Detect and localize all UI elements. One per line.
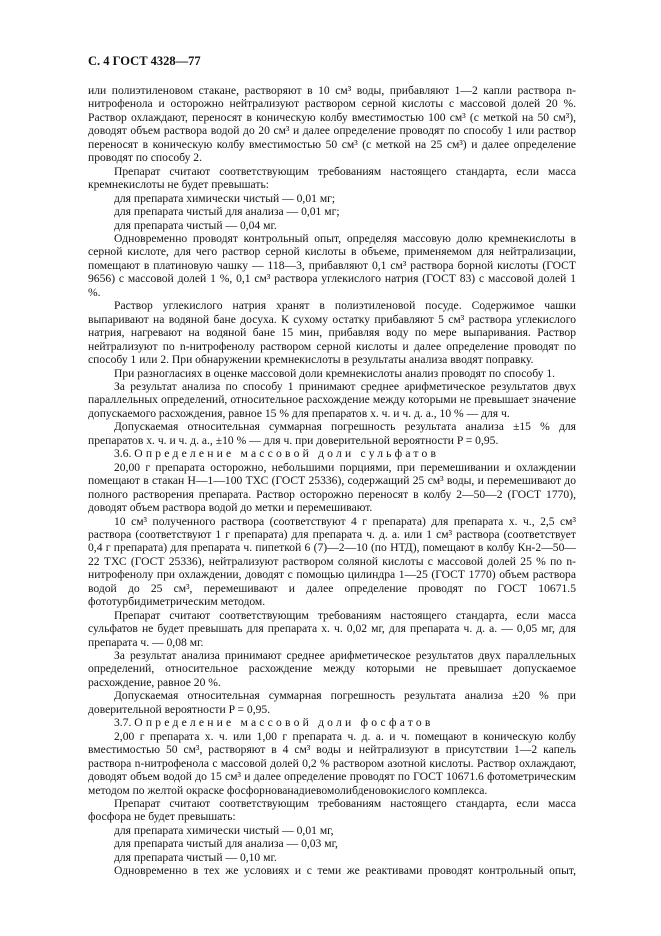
paragraph: Препарат считают соответствующим требованиям настоящего стандарта, если масса фосфора не будет превышать: (88, 797, 576, 824)
list-item: для препарата химически чистый — 0,01 мг; (114, 191, 336, 205)
document-body (88, 84, 576, 878)
section-title: Определение массовой доли сульфатов (134, 447, 440, 461)
paragraph: За результат анализа принимают среднее арифметическое результатов двух параллельных определений, относительное расхождение между которыми не превышает допускаемое расхождение, равное 20 %. (88, 649, 576, 689)
section-heading (88, 447, 576, 460)
paragraph: или полиэтиленовом стакане, растворяют в 10 см³ воды, прибавляют 1—2 капли раствора n-нитрофенола и осторожно нейтрализуют раствором серной кислоты с массовой долей 20 %. Раствор охлаждают, переносят в коническую колбу вместимостью 100 см³ (с меткой на 50 см³), доводят объем раствора водой до 20 см³ и далее определение проводят по способу 1 или раствор переносят в коническую колбу вместимостью 50 см³ (с меткой на 25 см³) и далее определение проводят по способу 2. (88, 84, 576, 165)
paragraph: Раствор углекислого натрия хранят в полиэтиленовой посуде. Содержимое чашки выпаривают на водяной бане досуха. К сухому остатку прибавляют 5 см³ раствора углекислого натрия, нагревают на водяной бане 15 мин, прибавляя воду по мере выпаривания. Раствор нейтрализуют по n-нитрофенолу раствором серной кислоты и далее определение проводят по способу 1 или 2. При обнаружении кремнекислоты в результаты анализа вводят поправку. (88, 299, 576, 367)
paragraph: Допускаемая относительная суммарная погрешность результата анализа ±15 % для препаратов х. ч. и ч. д. а., ±10 % — для ч. при доверительной вероятности P = 0,95. (88, 420, 576, 447)
list-item: для препарата химически чистый — 0,01 мг, (114, 823, 334, 837)
section-number: 3.7. (114, 716, 132, 730)
paragraph: Допускаемая относительная суммарная погрешность результата анализа ±20 % при доверительной вероятности P = 0,95. (88, 689, 576, 716)
page-header: С. 4 ГОСТ 4328—77 (88, 54, 201, 68)
section-number: 3.6. (114, 447, 132, 461)
section-heading (88, 716, 576, 729)
list-item: для препарата чистый — 0,10 мг. (114, 850, 277, 864)
paragraph: За результат анализа по способу 1 принимают среднее арифметическое результатов двух параллельных определений, относительное расхождение между которыми не превышает значение допускаемого расхождения, равное 15 % для препаратов х. ч. и ч. д. а., 10 % — для ч. (88, 379, 576, 420)
paragraph: 20,00 г препарата осторожно, небольшими порциями, при перемешивании и охлаждении помещают в стакан Н—1—100 ТХС (ГОСТ 25336), содержащий 25 см³ воды, и перемешивают до полного растворения препарата. Раствор осторожно переносят в колбу 2—50—2 (ГОСТ 1770), доводят объем раствора водой до метки и перемешивают. (88, 460, 576, 515)
paragraph: 10 см³ полученного раствора (соответствуют 4 г препарата) для препарата х. ч., 2,5 см³ раствора (соответствуют 1 г препарата) для препарата ч. д. а. или 1 см³ раствора (соответствует 0,4 г препарата) для препарата ч. пипеткой 6 (7)—2—10 (по НТД), помещают в колбу Кн-2—50—22 ТХС (ГОСТ 25336), нейтрализуют раствором соляной кислоты с массовой долей 25 % по n-нитрофенолу при охлаждении, доводят с помощью цилиндра 1—25 (ГОСТ 1770) объем раствора водой до 25 см³, перемешивают и далее определение проводят по ГОСТ 10671.5 фототурбидиметрическим методом. (88, 514, 576, 609)
list-item: для препарата чистый для анализа — 0,03 мг, (114, 837, 338, 851)
paragraph: Препарат считают соответствующим требованиям настоящего стандарта, если масса кремнекислоты не будет превышать: (88, 164, 576, 192)
paragraph: 2,00 г препарата х. ч. или 1,00 г препарата ч. д. а. и ч. помещают в коническую колбу вместимостью 50 см³, растворяют в 4 см³ воды и нейтрализуют в присутствии 1—2 капель раствора n-нитрофенола с массовой долей 0,2 % раствором азотной кислоты. Раствор охлаждают, доводят объем водой до 15 см³ и далее определение проводят по ГОСТ 10671.6 фотометрическим методом по желтой окраске фосфорнованадиевомолибденовокислого комплекса. (88, 729, 576, 797)
paragraph: Одновременно проводят контрольный опыт, определяя массовую долю кремнекислоты в серной кислоте, для чего раствор серной кислоты в объеме, применяемом для нейтрализации, помещают в платиновую чашку — 118—3, прибавляют 0,1 см³ раствора борной кислоты (ГОСТ 9656) с массовой долей 1 %, 0,1 см³ раствора углекислого натрия (ГОСТ 83) с массовой долей 1 %. (88, 231, 576, 299)
list-item: для препарата чистый — 0,04 мг. (114, 218, 277, 232)
paragraph: Препарат считают соответствующим требованиям настоящего стандарта, если масса сульфатов не будет превышать для препарата х. ч. 0,02 мг, для препарата ч. д. а. — 0,05 мг, для препарата ч. — 0,08 мг. (88, 608, 576, 649)
list-item: для препарата чистый для анализа — 0,01 мг; (114, 205, 340, 219)
paragraph: Одновременно в тех же условиях и с теми же реактивами проводят контрольный опыт, (114, 864, 576, 878)
section-title: Определение массовой доли фосфатов (134, 716, 434, 730)
paragraph: При разногласиях в оценке массовой доли кремнекислоты анализ проводят по способу 1. (114, 366, 556, 380)
